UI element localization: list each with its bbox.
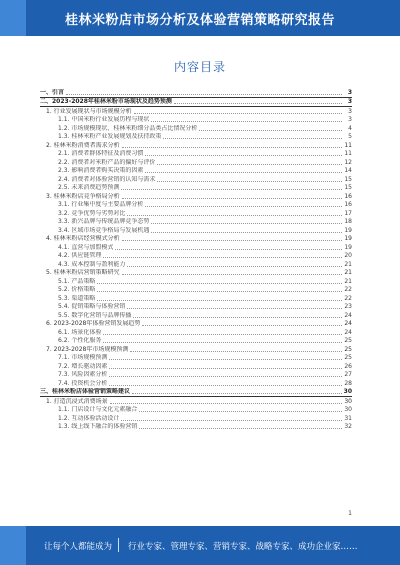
toc-leader-dots: [157, 164, 342, 165]
toc-leader-dots: [134, 113, 342, 114]
toc-leader-dots: [145, 155, 342, 156]
toc-entry-page: 25: [344, 345, 352, 353]
toc-entry[interactable]: [40, 260, 352, 269]
toc-entry[interactable]: [40, 311, 352, 320]
toc-entry-label: 1.1. 中国米粉行业发展历程与现状: [58, 116, 150, 123]
toc-leader-dots: [109, 368, 342, 369]
footer-slogan: 让每个人都能成为: [44, 542, 113, 552]
toc-entry-label: 6. 2023-2028年体验营销发展趋势: [46, 320, 141, 327]
toc-entry-page: 19: [344, 226, 352, 234]
toc-leader-dots: [103, 257, 342, 258]
toc-leader-dots: [145, 172, 342, 173]
toc-entry-label: 2. 桂林米粉消费者需求分析: [46, 141, 120, 149]
toc-entry-page: 11: [344, 150, 352, 157]
toc-entry-label: 5.3. 渠道策略: [58, 294, 96, 302]
toc-leader-dots: [127, 308, 342, 309]
toc-entry-page: 24: [344, 320, 352, 327]
toc-entry-page: 21: [344, 269, 352, 276]
page-number: 1: [348, 510, 352, 517]
toc-entry-label: 4. 桂林米粉店经营模式分析: [46, 235, 120, 242]
toc-leader-dots: [151, 121, 342, 122]
toc-leader-dots: [122, 198, 342, 199]
toc-entry[interactable]: [40, 158, 352, 167]
toc-leader-dots: [163, 138, 342, 139]
toc-leader-dots: [174, 103, 342, 104]
toc-entry-page: 30: [344, 406, 352, 413]
toc-entry-label: 6.1. 场景化体验: [58, 328, 102, 336]
toc-entry-page: 25: [344, 354, 352, 361]
toc-entry[interactable]: [40, 328, 352, 337]
toc-entry[interactable]: [40, 371, 352, 380]
toc-entry-label: 三、桂林米粉店体验营销策略建议: [40, 388, 131, 395]
toc-leader-dots: [66, 94, 342, 95]
toc-leader-dots: [121, 189, 342, 190]
toc-entry-page: 23: [344, 303, 352, 310]
toc-entry-page: 18: [344, 218, 352, 225]
toc-entry-label: 一、引言: [40, 88, 65, 96]
report-header-bar: [0, 0, 400, 36]
toc-entry-label: 4.2. 供应链管理: [58, 252, 102, 259]
toc-entry-label: 2.5. 未来消费趋势预测: [58, 184, 120, 191]
toc-entry-page: 30: [344, 397, 352, 405]
toc-entry-page: 24: [344, 311, 352, 319]
toc-leader-dots: [139, 428, 342, 429]
toc-entry-page: 17: [344, 209, 352, 217]
toc-entry-page: 19: [344, 243, 352, 251]
toc-entry[interactable]: [40, 277, 352, 286]
toc-entry-label: 5.2. 价格策略: [58, 286, 96, 293]
toc-leader-dots: [109, 385, 342, 386]
toc-entry[interactable]: [40, 98, 352, 108]
toc-entry[interactable]: [40, 124, 352, 133]
toc-entry-page: 3: [347, 88, 352, 96]
toc-entry-label: 5.1. 产品策略: [58, 277, 96, 285]
toc-entry-label: 1.3. 线上线下融合的体验营销: [58, 423, 138, 430]
toc-entry-label: 1. 打造沉浸式消费场景: [46, 397, 108, 405]
toc-entry[interactable]: [40, 133, 352, 142]
toc-entry[interactable]: [40, 337, 352, 346]
toc-entry-label: 5.5. 数字化营销与品牌传播: [58, 311, 132, 319]
toc-entry[interactable]: [40, 88, 352, 98]
toc-entry-page: 15: [344, 184, 352, 191]
toc-entry-label: 3.1. 行业集中度与主要品牌分析: [58, 201, 144, 208]
toc-entry[interactable]: [40, 141, 352, 150]
toc-entry[interactable]: [40, 388, 352, 398]
toc-entry-page: 3: [348, 116, 352, 123]
toc-entry-page: 19: [344, 235, 352, 242]
toc-entry[interactable]: [40, 397, 352, 406]
toc-entry-label: 2.1. 消费者群体特征及消费习惯: [58, 150, 144, 157]
toc-entry[interactable]: [40, 235, 352, 244]
toc-entry[interactable]: [40, 243, 352, 252]
toc-leader-dots: [109, 359, 342, 360]
toc-entry-page: 16: [344, 201, 352, 208]
toc-leader-dots: [103, 334, 342, 335]
toc-leader-dots: [97, 283, 342, 284]
footer-accent-stripe: [0, 526, 26, 565]
toc-entry[interactable]: [40, 192, 352, 201]
toc-entry-label: 1.1. 门店设计与文化元素融合: [58, 406, 138, 413]
table-of-contents: [40, 88, 352, 431]
toc-leader-dots: [145, 206, 342, 207]
toc-leader-dots: [133, 317, 342, 318]
toc-entry[interactable]: [40, 406, 352, 415]
toc-entry-page: 27: [344, 371, 352, 378]
toc-entry-page: 24: [344, 328, 352, 336]
toc-leader-dots: [127, 215, 342, 216]
toc-entry-label: 7.4. 投资机会分析: [58, 379, 108, 387]
report-title: 桂林米粉店市场分析及体验营销策略研究报告: [64, 13, 335, 28]
toc-entry-label: 3. 桂林米粉店竞争格局分析: [46, 192, 120, 200]
toc-entry[interactable]: [40, 379, 352, 388]
toc-entry[interactable]: [40, 303, 352, 312]
toc-entry-label: 二、2023-2028年桂林米粉市场现状及趋势预测: [40, 98, 172, 105]
toc-entry-label: 3.4. 区域市场竞争格局与发展机遇: [58, 226, 150, 234]
toc-leader-dots: [122, 274, 342, 275]
toc-entry-label: 7. 2023-2028年市场规模预测: [46, 345, 129, 353]
toc-leader-dots: [127, 266, 342, 267]
toc-entry[interactable]: [40, 218, 352, 227]
toc-entry-page: 22: [344, 286, 352, 293]
toc-leader-dots: [122, 147, 342, 148]
toc-entry[interactable]: [40, 226, 352, 235]
toc-entry-label: 4.1. 直营与加盟模式: [58, 243, 114, 251]
toc-entry-label: 2.4. 消费者对体验营销的认知与需求: [58, 175, 156, 183]
toc-leader-dots: [199, 130, 342, 131]
toc-entry-label: 3.3. 新兴品牌与传统品牌竞争态势: [58, 218, 150, 225]
toc-leader-dots: [151, 232, 342, 233]
toc-entry-page: 28: [344, 379, 352, 387]
toc-entry-page: 31: [344, 414, 352, 422]
toc-entry[interactable]: [40, 362, 352, 371]
toc-entry-page: 11: [344, 141, 352, 149]
toc-entry[interactable]: [40, 286, 352, 295]
toc-leader-dots: [115, 249, 342, 250]
toc-entry[interactable]: [40, 184, 352, 193]
toc-entry-page: 14: [344, 167, 352, 174]
toc-entry-label: 1. 行业发展现状与市场规模分析: [46, 107, 132, 115]
toc-entry-page: 30: [343, 388, 352, 395]
toc-entry-label: 7.3. 风险因素分析: [58, 371, 108, 378]
toc-entry[interactable]: [40, 167, 352, 176]
toc-leader-dots: [151, 223, 342, 224]
toc-leader-dots: [157, 181, 342, 182]
toc-leader-dots: [139, 411, 342, 412]
toc-entry-label: 2.2. 消费者对米粉产品的偏好与评价: [58, 158, 156, 166]
toc-entry[interactable]: [40, 354, 352, 363]
toc-entry-page: 15: [344, 175, 352, 183]
toc-leader-dots: [130, 351, 342, 352]
toc-entry[interactable]: [40, 252, 352, 261]
toc-entry-page: 21: [344, 260, 352, 268]
toc-entry-page: 20: [344, 252, 352, 259]
toc-leader-dots: [103, 342, 342, 343]
toc-entry-label: 7.2. 增长驱动因素: [58, 362, 108, 370]
toc-entry[interactable]: [40, 414, 352, 423]
footer-tagline: 行业专家、管理专家、营销专家、战略专家、成功企业家……: [128, 542, 358, 552]
toc-entry[interactable]: [40, 294, 352, 303]
toc-entry[interactable]: [40, 107, 352, 116]
toc-entry[interactable]: [40, 320, 352, 329]
toc-leader-dots: [142, 325, 342, 326]
toc-entry[interactable]: [40, 175, 352, 184]
toc-entry[interactable]: [40, 201, 352, 210]
footer-divider: [118, 538, 119, 552]
toc-entry-label: 1.2. 市场规模现状、桂林米粉细分品类占比情况分析: [58, 124, 198, 132]
toc-entry[interactable]: [40, 423, 352, 432]
toc-leader-dots: [97, 300, 342, 301]
toc-entry-page: 26: [344, 362, 352, 370]
toc-entry-page: 16: [344, 192, 352, 200]
toc-entry-page: 22: [344, 294, 352, 302]
toc-entry-label: 1.3. 桂林米粉产业发展规划及扶持政策: [58, 133, 162, 140]
toc-leader-dots: [109, 376, 342, 377]
toc-entry-label: 7.1. 市场规模预测: [58, 354, 108, 361]
toc-entry-label: 6.2. 个性化服务: [58, 337, 102, 344]
toc-entry-page: 5: [348, 133, 352, 140]
toc-entry-label: 5. 桂林米粉店营销策略研究: [46, 269, 120, 276]
toc-entry-label: 1.2. 互动体验活动设计: [58, 414, 120, 422]
toc-entry-page: 3: [348, 107, 352, 115]
toc-entry-label: 4.3. 成本控制与盈利能力: [58, 260, 126, 268]
toc-entry-page: 25: [344, 337, 352, 344]
toc-entry-label: 5.4. 促销策略与体验营销: [58, 303, 126, 310]
toc-entry[interactable]: [40, 116, 352, 125]
toc-entry-page: 4: [348, 124, 352, 132]
toc-leader-dots: [132, 393, 342, 394]
toc-entry[interactable]: [40, 209, 352, 218]
toc-entry[interactable]: [40, 269, 352, 278]
toc-entry-page: 21: [344, 277, 352, 285]
toc-heading: 内容目录: [173, 60, 226, 74]
toc-leader-dots: [122, 240, 342, 241]
toc-entry[interactable]: [40, 150, 352, 159]
toc-entry-page: 12: [344, 158, 352, 166]
toc-entry-page: 3: [347, 98, 352, 105]
toc-entry-label: 2.3. 影响消费者购买决策的因素: [58, 167, 144, 174]
footer-bar: [0, 526, 400, 565]
toc-entry-label: 3.2. 竞争优势与劣势对比: [58, 209, 126, 217]
toc-leader-dots: [110, 403, 342, 404]
toc-leader-dots: [97, 291, 342, 292]
toc-entry[interactable]: [40, 345, 352, 354]
toc-entry-page: 32: [344, 423, 352, 430]
toc-leader-dots: [121, 420, 342, 421]
